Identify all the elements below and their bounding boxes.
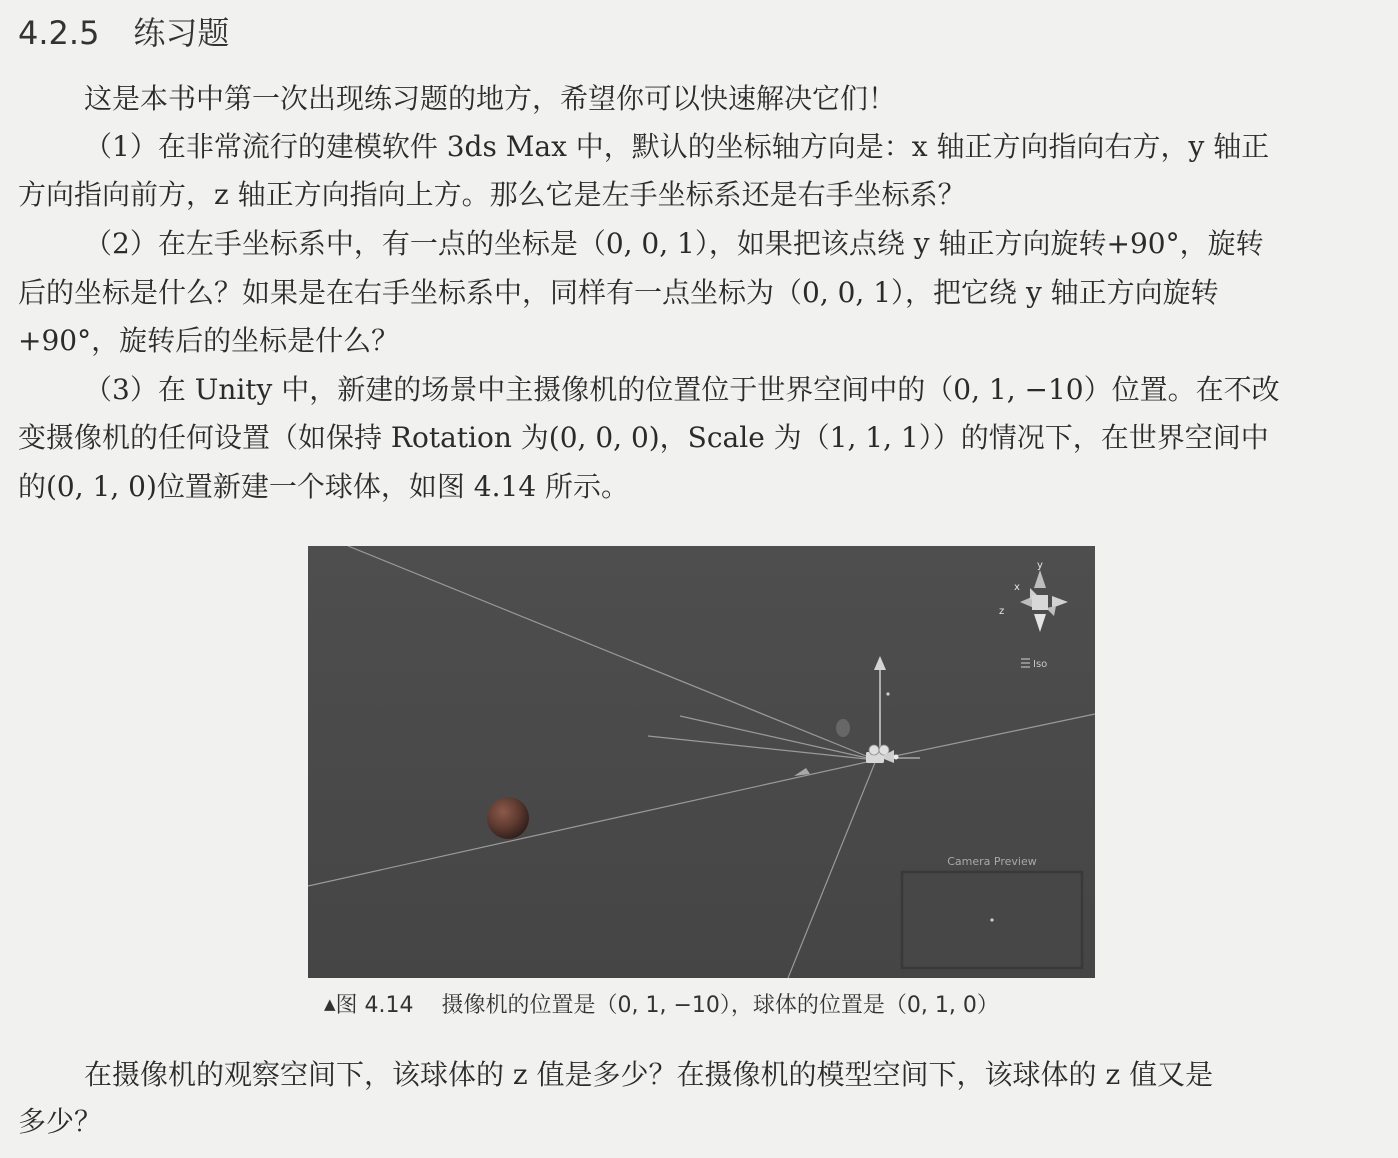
gizmo-x-label: x <box>1014 582 1020 593</box>
camera-preview-label: Camera Preview <box>947 855 1037 868</box>
question-2-line-3: +90°，旋转后的坐标是什么？ <box>18 324 400 357</box>
question-3-line-1: （3）在 Unity 中，新建的场景中主摄像机的位置位于世界空间中的（0, 1, −10）位置。在不改 <box>84 373 1280 406</box>
preview-sphere-dot <box>990 918 993 921</box>
question-2-line-2: 后的坐标是什么？如果是在右手坐标系中，同样有一点坐标为（0, 0, 1），把它绕 y 轴正方向旋转 <box>18 276 1219 309</box>
sphere-object[interactable] <box>487 797 529 839</box>
gizmo-z-label: z <box>999 606 1005 617</box>
final-question-line-2: 多少？ <box>18 1105 103 1138</box>
caption-marker-icon: ▲ <box>324 995 336 1013</box>
caption-label: 图 4.14 <box>335 993 414 1018</box>
camera-preview-panel <box>902 855 1082 968</box>
scene-view-image <box>308 546 1095 978</box>
final-question-line-1: 在摄像机的观察空间下，该球体的 z 值是多少？在摄像机的模型空间下，该球体的 z 值又是 <box>84 1058 1214 1091</box>
question-2-line-1: （2）在左手坐标系中，有一点的坐标是（0, 0, 1），如果把该点绕 y 轴正方向旋转+90°，旋转 <box>84 227 1264 260</box>
section-title: 练习题 <box>133 14 230 52</box>
gizmo-y-label: y <box>1037 560 1043 571</box>
iso-label: Iso <box>1033 659 1048 670</box>
intro-paragraph: 这是本书中第一次出现练习题的地方，希望你可以快速解决它们！ <box>84 82 897 115</box>
caption-text: 摄像机的位置是（0, 1, −10），球体的位置是（0, 1, 0） <box>441 993 999 1018</box>
question-1-line-1: （1）在非常流行的建模软件 3ds Max 中，默认的坐标轴方向是：x 轴正方向指向右方，y 轴正 <box>84 130 1270 163</box>
section-heading <box>18 8 229 54</box>
figure-caption <box>324 988 999 1019</box>
section-number: 4.2.5 <box>18 14 100 52</box>
question-3-line-3: 的(0, 1, 0)位置新建一个球体，如图 4.14 所示。 <box>18 470 630 503</box>
figure-4-14-scene-view <box>308 546 1095 978</box>
question-1-line-2: 方向指向前方，z 轴正方向指向上方。那么它是左手坐标系还是右手坐标系？ <box>18 178 966 211</box>
question-3-line-2: 变摄像机的任何设置（如保持 Rotation 为(0, 0, 0)，Scale 为（1, 1, 1））的情况下，在世界空间中 <box>18 421 1269 454</box>
